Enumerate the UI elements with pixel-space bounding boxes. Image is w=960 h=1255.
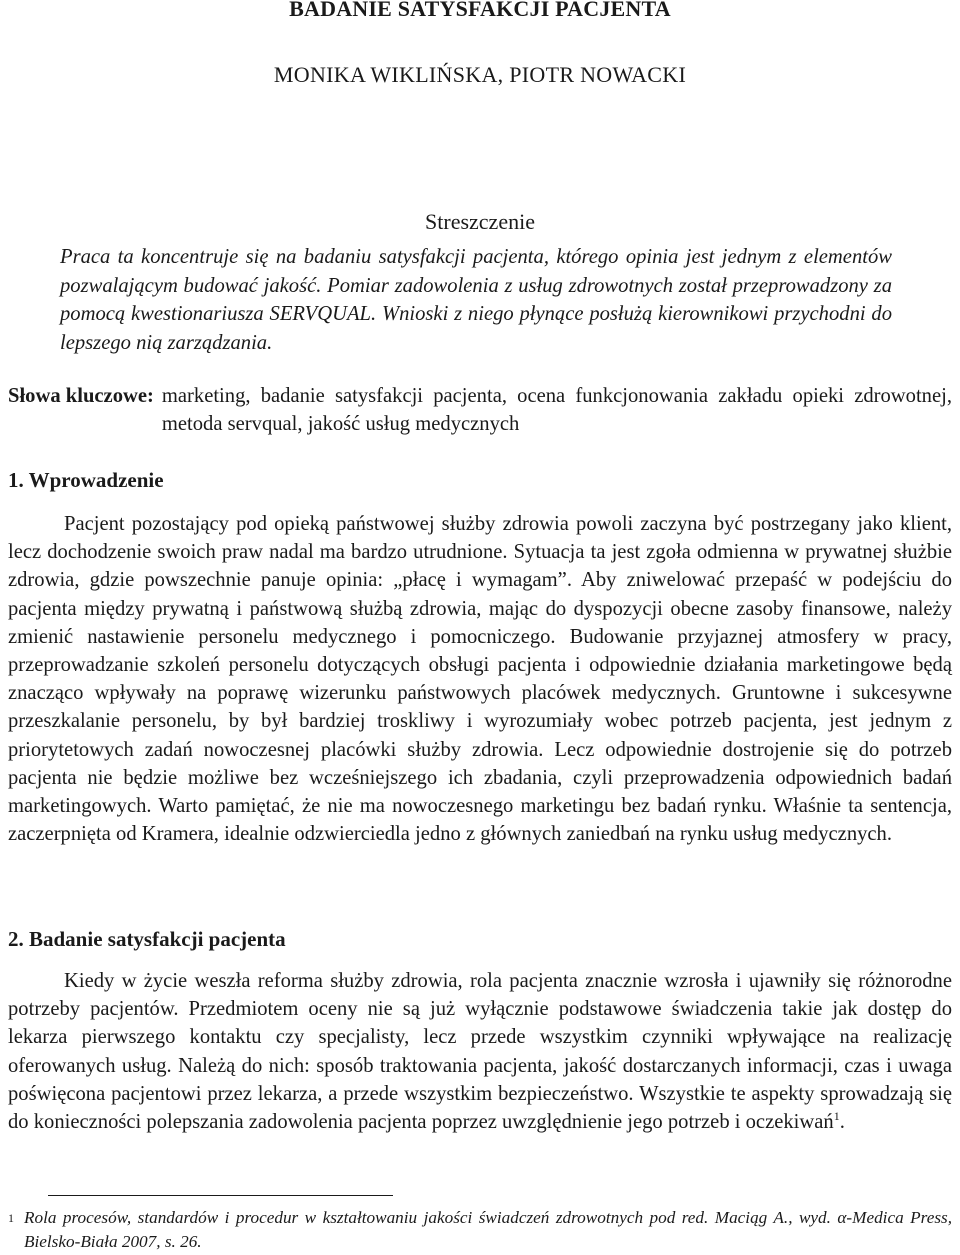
section-body-text: Kiedy w życie weszła reforma służby zdrowia, rola pacjenta znacznie wzrosła i ujawniły się różnorodne potrzeby pacjentów. Przedmiotem oceny nie są już wyłącznie podstawowe świadczenia takie jak dostęp do lekarza pierwszego kontaktu czy specjalisty, lecz przede wszystkim czynniki wpływające na realizację oferowanych usług. Należą do nich: sposób traktowania pacjenta, jakość dostarczanych informacji, czas i uwaga poświęcona pacjentowi przez lekarza, a przede wszystkim bezpieczeństwo. Wszystkie te aspekty sprowadzają się do konieczności polepszania zadowolenia pacjenta poprzez uwzględnienie jego potrzeb i oczekiwań: [8, 970, 952, 1134]
paper-authors: MONIKA WIKLIŃSKA, PIOTR NOWACKI: [273, 62, 687, 87]
keywords-label: Słowa kluczowe:: [8, 385, 154, 407]
section-heading-introduction: 1. Wprowadzenie: [8, 468, 164, 492]
section-body-introduction: Pacjent pozostający pod opieką państwowej służby zdrowia powoli zaczyna być postrzegany jako klient, lecz dochodzenie swoich praw nadal ma bardzo utrudnione. Sytuacja ta jest zgoła odmienna w prywatnej służbie zdrowia, gdzie powszechnie panuje opinia: „płacę i wymagam”. Aby zniwelować przepaść w podejściu do pacjenta między prywatną i państwową służbą zdrowia, mając do dyspozycji obecne zasoby finansowe, należy zmienić nastawienie personelu medycznego i pomocniczego. Budowanie przyjaznej atmosfery w pracy, przeprowadzanie szkoleń personelu dotyczących obsługi pacjenta i odpowiednie działania marketingowe będą znacząco wpływały na poprawę wizerunku państwowych placówek medycznych. Gruntowne i sukcesywne przeszkalanie personelu, by był bardziej troskliwy i wyrozumiały wobec potrzeb pacjenta, jest jednym z priorytetowych zadań nowoczesnej placówki służby zdrowia. Lecz odpowiednie dostrojenie się do potrzeb pacjenta nie będzie możliwe bez wcześniejszego ich zbadania, czyli przeprowadzenia odpowiednich badań marketingowych. Warto pamiętać, że nie ma nowoczesnego marketingu bez badań rynku. Właśnie ta sentencja, zaczerpnięta od Kramera, idealnie odzwierciedla jedno z głównych zaniedbań na rynku usług medycznych.: [8, 513, 952, 846]
abstract-text: Praca ta koncentruje się na badaniu satysfakcji pacjenta, którego opinia jest jednym z elementów pozwalającym budować jakość. Pomiar zadowolenia z usług zdrowotnych został przeprowadzony za pomocą kwestionariusza SERVQUAL. Wnioski z niego płynące posłużą kierownikowi przychodni do lepszego nią zarządzania.: [60, 246, 892, 355]
footnote: [8, 1206, 952, 1254]
paper-title: BADANIE SATYSFAKCJI PACJENTA: [289, 0, 671, 21]
footnote-reference[interactable]: 1: [833, 1109, 840, 1124]
footnote-divider: [48, 1195, 393, 1196]
abstract-heading: Streszczenie: [425, 209, 535, 234]
footnote-text: Rola procesów, standardów i procedur w kształtowaniu jakości świadczeń zdrowotnych pod red. Maciąg A., wyd. α-Medica Press, Bielsko-Biała 2007, s. 26.: [24, 1208, 952, 1251]
footnote-mark: 1: [8, 1211, 14, 1225]
section-body-patient-satisfaction: [8, 967, 952, 1136]
keywords-text: marketing, badanie satysfakcji pacjenta, ocena funkcjonowania zakładu opieki zdrowotnej, metoda servqual, jakość usług medycznych: [161, 385, 952, 435]
keywords: [8, 382, 952, 438]
section-heading-patient-satisfaction: 2. Badanie satysfakcji pacjenta: [8, 927, 286, 951]
sentence-end: .: [839, 1111, 845, 1134]
